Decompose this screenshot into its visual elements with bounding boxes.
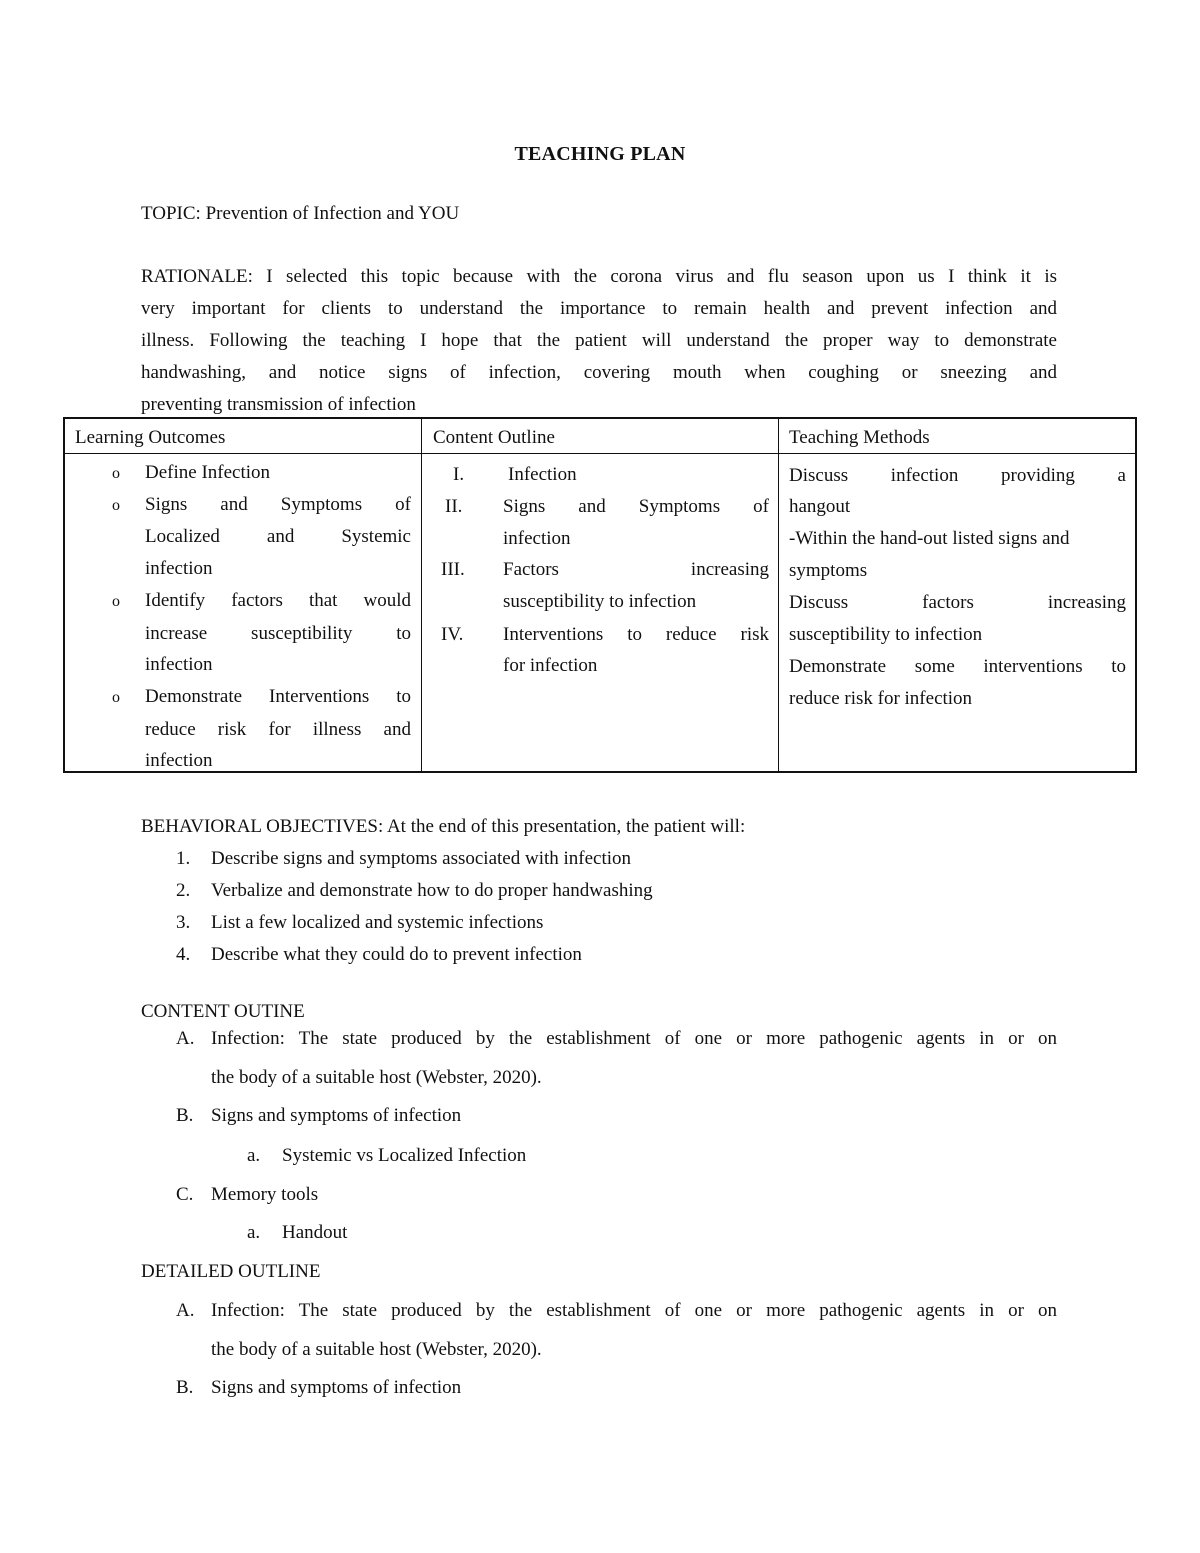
header-teaching-methods: Teaching Methods xyxy=(789,427,930,448)
outcome-line: infection xyxy=(145,558,213,579)
outline-sub-label: a. xyxy=(247,1145,261,1166)
list-number: 4. xyxy=(176,944,191,965)
method-line: hangout xyxy=(789,496,851,517)
rationale-line: handwashing, and notice signs of infection, covering mouth when coughing or sneezing and xyxy=(141,362,1057,383)
method-line: Discuss factors increasing xyxy=(789,592,1126,613)
roman-numeral: IV. xyxy=(441,624,464,645)
rationale-line: preventing transmission of infection xyxy=(141,394,416,415)
content-outline-heading: CONTENT OUTINE xyxy=(141,1001,305,1022)
outline-label: A. xyxy=(176,1028,195,1049)
detailed-outline-heading: DETAILED OUTLINE xyxy=(141,1261,321,1282)
header-content-outline: Content Outline xyxy=(433,427,555,448)
method-line: -Within the hand-out listed signs and xyxy=(789,528,1070,549)
method-line: Demonstrate some interventions to xyxy=(789,656,1126,677)
outline-sub-item: Systemic vs Localized Infection xyxy=(282,1145,527,1166)
bullet-marker: o xyxy=(112,689,120,706)
objective-item: Describe what they could do to prevent infection xyxy=(211,944,582,965)
objective-item: Verbalize and demonstrate how to do proper handwashing xyxy=(211,880,653,901)
outline-label: C. xyxy=(176,1184,194,1205)
list-number: 3. xyxy=(176,912,191,933)
objective-item: Describe signs and symptoms associated with infection xyxy=(211,848,632,869)
outline-item: Signs and symptoms of infection xyxy=(211,1377,462,1398)
outcome-line: Identify factors that would xyxy=(145,590,411,611)
outline-item: Infection: The state produced by the establishment of one or more pathogenic agents in or on xyxy=(211,1300,1057,1321)
outcome-line: Demonstrate Interventions to xyxy=(145,686,411,707)
outcome-line: Signs and Symptoms of xyxy=(145,494,411,515)
outline-label: B. xyxy=(176,1377,194,1398)
behavioral-heading: BEHAVIORAL OBJECTIVES: At the end of this presentation, the patient will: xyxy=(141,816,746,837)
content-line: susceptibility to infection xyxy=(503,591,697,612)
outline-item: Memory tools xyxy=(211,1184,319,1205)
bullet-marker: o xyxy=(112,465,120,482)
outline-sub-item: Handout xyxy=(282,1222,348,1243)
column-divider xyxy=(421,419,422,771)
outline-label: A. xyxy=(176,1300,195,1321)
rationale-line: RATIONALE: I selected this topic because with the corona virus and flu season upon us I think it is xyxy=(141,266,1057,287)
list-number: 2. xyxy=(176,880,191,901)
method-line: reduce risk for infection xyxy=(789,688,973,709)
content-line: for infection xyxy=(503,655,598,676)
topic-line: TOPIC: Prevention of Infection and YOU xyxy=(141,203,460,224)
method-line: Discuss infection providing a xyxy=(789,465,1126,486)
outcome-line: Localized and Systemic xyxy=(145,526,411,547)
bullet-marker: o xyxy=(112,593,120,610)
teaching-plan-table xyxy=(63,417,1137,773)
outcome-line: increase susceptibility to xyxy=(145,623,411,644)
roman-numeral: I. xyxy=(453,464,465,485)
outcome-line: Define Infection xyxy=(145,462,271,483)
outline-item: Infection: The state produced by the establishment of one or more pathogenic agents in or on xyxy=(211,1028,1057,1049)
rationale-line: illness. Following the teaching I hope that the patient will understand the proper way to demonstrate xyxy=(141,330,1057,351)
header-learning-outcomes: Learning Outcomes xyxy=(75,427,226,448)
bullet-marker: o xyxy=(112,497,120,514)
outline-sub-label: a. xyxy=(247,1222,261,1243)
roman-numeral: III. xyxy=(441,559,465,580)
method-line: symptoms xyxy=(789,560,868,581)
content-line: Signs and Symptoms of xyxy=(503,496,769,517)
content-line: Factors increasing xyxy=(503,559,769,580)
rationale-line: very important for clients to understand the importance to remain health and prevent infection and xyxy=(141,298,1057,319)
method-line: susceptibility to infection xyxy=(789,624,983,645)
header-divider xyxy=(65,453,1135,454)
objective-item: List a few localized and systemic infections xyxy=(211,912,544,933)
outline-label: B. xyxy=(176,1105,194,1126)
content-line: Infection xyxy=(508,464,577,485)
outline-item: Signs and symptoms of infection xyxy=(211,1105,462,1126)
column-divider xyxy=(778,419,779,771)
content-line: Interventions to reduce risk xyxy=(503,624,769,645)
content-line: infection xyxy=(503,528,571,549)
outline-item: the body of a suitable host (Webster, 2020). xyxy=(211,1339,542,1360)
roman-numeral: II. xyxy=(445,496,463,517)
list-number: 1. xyxy=(176,848,191,869)
outcome-line: reduce risk for illness and xyxy=(145,719,411,740)
outcome-line: infection xyxy=(145,654,213,675)
outcome-line: infection xyxy=(145,750,213,771)
page-title: TEACHING PLAN xyxy=(514,143,686,165)
outline-item: the body of a suitable host (Webster, 2020). xyxy=(211,1067,542,1088)
